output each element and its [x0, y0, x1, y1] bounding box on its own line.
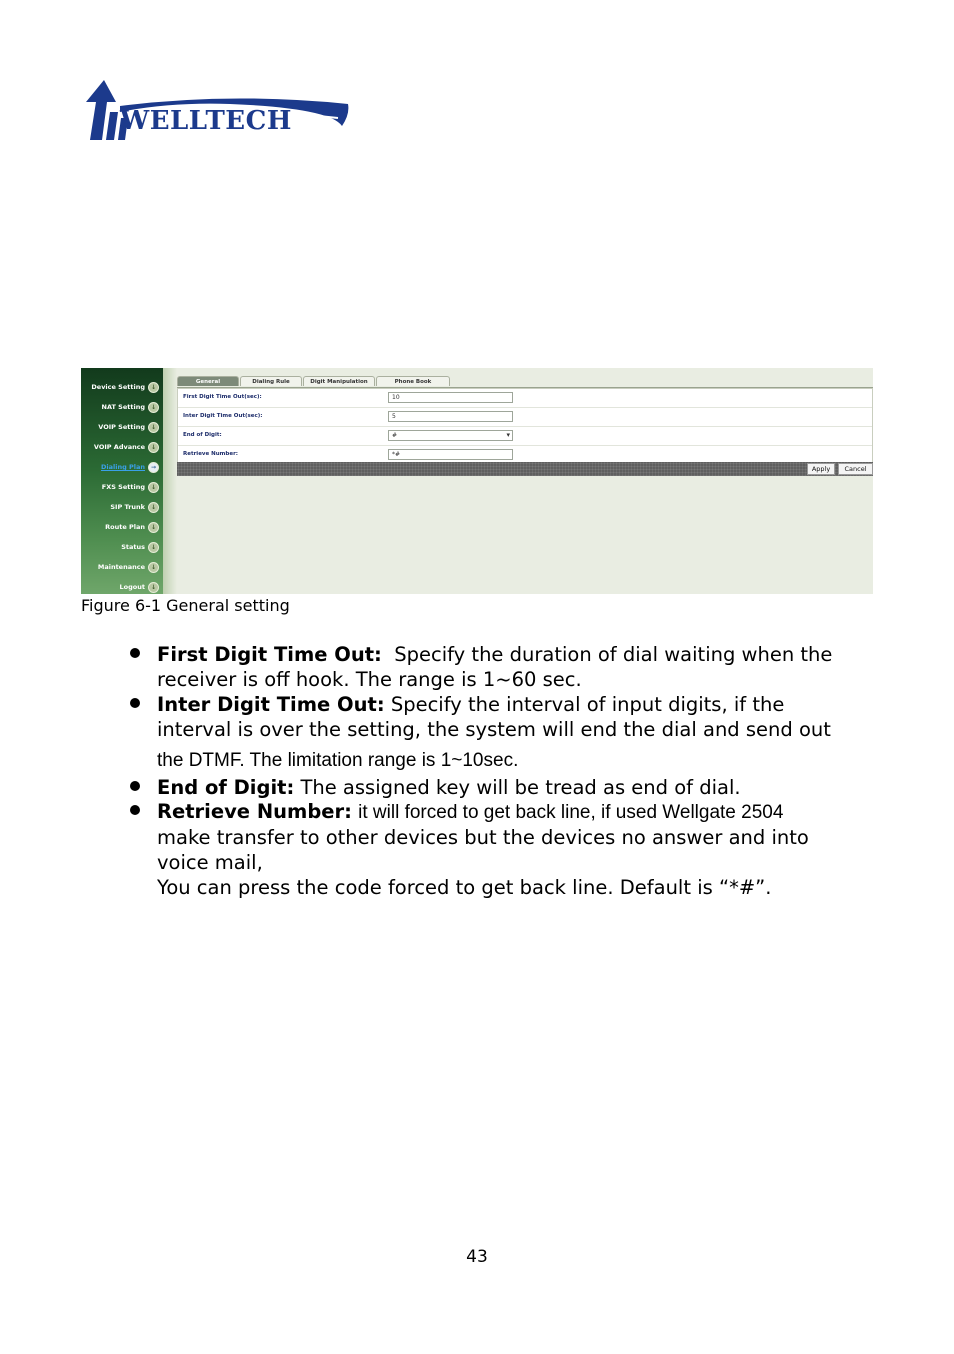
sidebar-item-logout[interactable]: Logout ↓: [120, 580, 159, 594]
arrow-down-icon: ↓: [148, 542, 159, 553]
arrow-down-icon: ↓: [148, 442, 159, 453]
term: First Digit Time Out:: [157, 643, 382, 666]
sidebar-item-maintenance[interactable]: Maintenance ↓: [98, 560, 159, 574]
cancel-button[interactable]: Cancel: [838, 463, 873, 475]
retrieve-number-input[interactable]: *#: [388, 449, 513, 460]
apply-button[interactable]: Apply: [807, 463, 835, 475]
arrow-down-icon: ↓: [148, 562, 159, 573]
term: Inter Digit Time Out:: [157, 693, 385, 716]
term: Retrieve Number:: [157, 800, 352, 823]
first-digit-timeout-label: First Digit Time Out(sec):: [183, 394, 262, 400]
page-number: 43: [466, 1247, 488, 1267]
tab-dialing-rule[interactable]: Dialing Rule: [240, 376, 302, 386]
bullet-icon: [130, 648, 140, 658]
tab-digit-manipulation[interactable]: Digit Manipulation: [303, 376, 375, 386]
end-of-digit-label: End of Digit:: [183, 432, 222, 438]
bullet-inter-digit-timeout: [157, 692, 877, 773]
web-ui-screenshot: [81, 368, 873, 594]
text-line: make transfer to other devices but the devices no answer and into: [157, 826, 809, 849]
arrow-down-icon: ↓: [148, 522, 159, 533]
form-row: [178, 427, 872, 446]
bullet-end-of-digit: [157, 775, 877, 800]
bullet-first-digit-timeout: [157, 642, 877, 692]
sidebar-divider: [163, 368, 177, 594]
sidebar-item-voip-setting[interactable]: VOIP Setting ↓: [98, 420, 159, 434]
welltech-logo: [80, 78, 352, 146]
text-line: Specify the duration of dial waiting when the: [394, 643, 833, 666]
sidebar: [81, 368, 163, 594]
arrow-down-icon: ↓: [148, 582, 159, 593]
bullet-icon: [130, 805, 140, 815]
arrow-down-icon: ↓: [148, 502, 159, 513]
logo-text: WELLTECH: [120, 106, 292, 136]
text-line: The assigned key will be tread as end of dial.: [300, 776, 741, 799]
sidebar-item-nat-setting[interactable]: NAT Setting ↓: [102, 400, 159, 414]
tab-general[interactable]: General: [177, 376, 239, 386]
form-row: [178, 389, 872, 408]
first-digit-timeout-input[interactable]: 10: [388, 392, 513, 403]
arrow-down-icon: ↓: [148, 402, 159, 413]
bullet-icon: [130, 698, 140, 708]
inter-digit-timeout-input[interactable]: 5: [388, 411, 513, 422]
retrieve-number-label: Retrieve Number:: [183, 451, 238, 457]
bullet-icon: [130, 781, 140, 791]
form-row: [178, 408, 872, 427]
arrow-down-icon: ↓: [148, 482, 159, 493]
arrow-right-icon: →: [148, 462, 159, 473]
text-line: You can press the code forced to get back line. Default is “*#”.: [157, 876, 772, 899]
end-of-digit-select[interactable]: # ▾: [388, 430, 513, 441]
text-line: interval is over the setting, the system will end the dial and send out: [157, 718, 831, 741]
arrow-down-icon: ↓: [148, 382, 159, 393]
sidebar-item-device-setting[interactable]: Device Setting ↓: [91, 380, 159, 394]
action-bar: [177, 462, 873, 476]
bullet-retrieve-number: [157, 799, 877, 900]
figure-caption: Figure 6-1 General setting: [81, 596, 290, 615]
tab-bar: [177, 376, 873, 388]
inter-digit-timeout-label: Inter Digit Time Out(sec):: [183, 413, 263, 419]
tab-phone-book[interactable]: Phone Book: [376, 376, 450, 386]
text-line: voice mail,: [157, 851, 263, 874]
sidebar-item-route-plan[interactable]: Route Plan ↓: [105, 520, 159, 534]
text-line: the DTMF. The limitation range is 1~10sec.: [157, 750, 519, 771]
term: End of Digit:: [157, 776, 295, 799]
sidebar-item-dialing-plan[interactable]: Dialing Plan →: [101, 460, 159, 474]
general-form: [177, 388, 873, 466]
sidebar-item-voip-advance[interactable]: VOIP Advance ↓: [94, 440, 159, 454]
sidebar-item-sip-trunk[interactable]: SIP Trunk ↓: [110, 500, 159, 514]
sidebar-item-status[interactable]: Status ↓: [121, 540, 159, 554]
arrow-down-icon: ↓: [148, 422, 159, 433]
sidebar-item-fxs-setting[interactable]: FXS Setting ↓: [102, 480, 159, 494]
main-panel: [177, 368, 873, 594]
text-line: Specify the interval of input digits, if the: [390, 693, 785, 716]
text-line: it will forced to get back line, if used Wellgate 2504: [358, 802, 784, 823]
text-line: receiver is off hook. The range is 1~60 sec.: [157, 668, 582, 691]
